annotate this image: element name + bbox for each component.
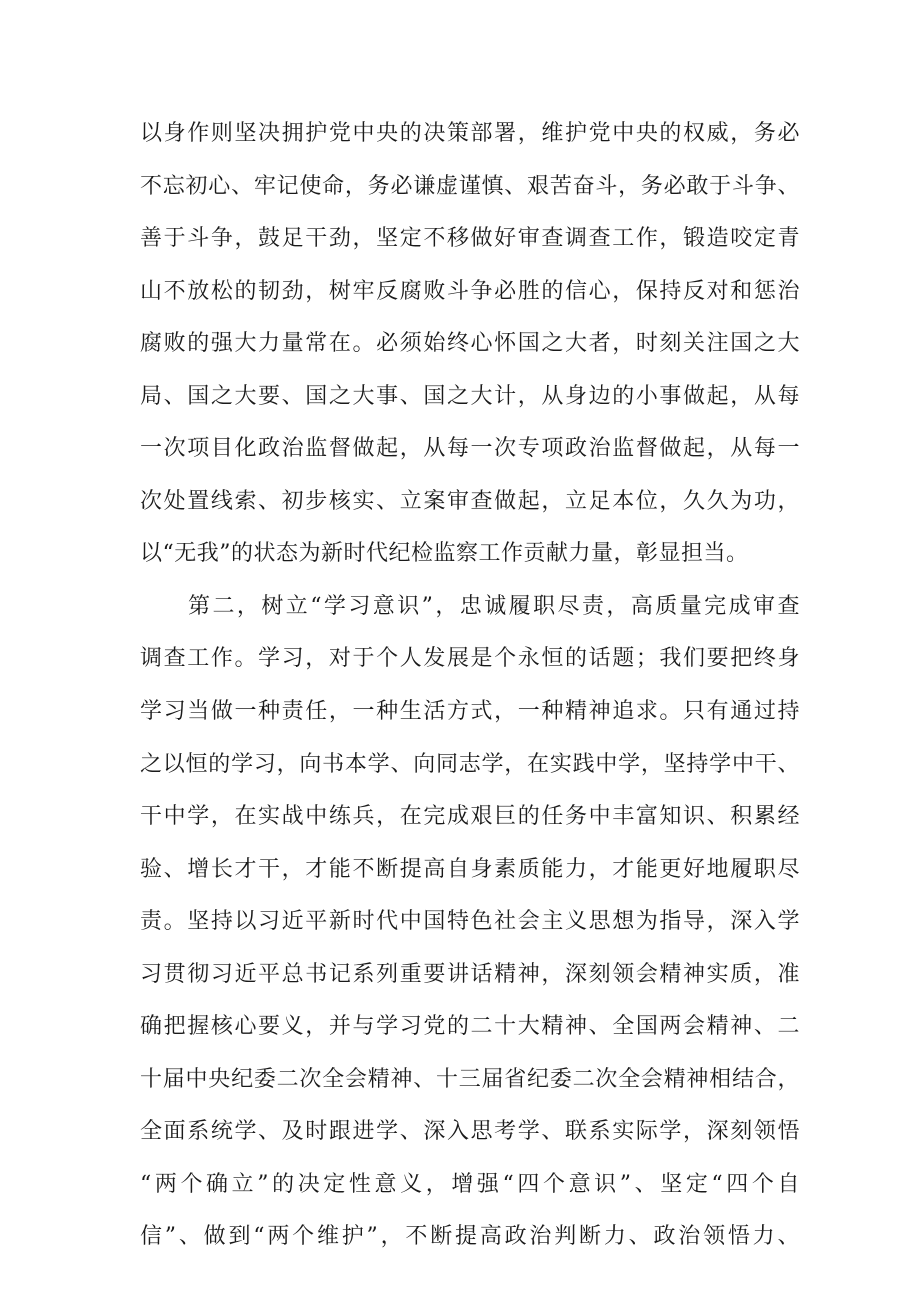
text-line: 干中学，在实战中练兵，在完成艰巨的任务中丰富知识、积累经	[140, 804, 800, 830]
text-line: 验、增长才干，才能不断提高自身素质能力，才能更好地履职尽	[140, 856, 800, 882]
text-line: 全面系统学、及时跟进学、深入思考学、联系实际学，深刻领悟	[140, 1119, 800, 1145]
text-line: 以身作则坚决拥护党中央的决策部署，维护党中央的权威，务必	[140, 121, 800, 146]
text-line: 确把握核心要义，并与学习党的二十大精神、全国两会精神、二	[140, 1014, 800, 1040]
text-line: “两个确立”的决定性意义，增强“四个意识”、坚定“四个自	[140, 1171, 800, 1197]
text-line: 学习当做一种责任，一种生活方式，一种精神追求。只有通过持	[140, 699, 800, 725]
text-line: 十届中央纪委二次全会精神、十三届省纪委二次全会精神相结合，	[140, 1066, 800, 1092]
body-text	[140, 108, 800, 1264]
text-line: 善于斗争，鼓足干劲，坚定不移做好审查调查工作，锻造咬定青	[140, 226, 800, 252]
text-line: 不忘初心、牢记使命，务必谦虚谨慎、艰苦奋斗，务必敢于斗争、	[140, 173, 800, 199]
text-line: 腐败的强大力量常在。必须始终心怀国之大者，时刻关注国之大	[140, 331, 800, 357]
text-line: 信”、做到“两个维护”，不断提高政治判断力、政治领悟力、	[140, 1224, 800, 1250]
text-line: 以“无我”的状态为新时代纪检监察工作贡献力量，彰显担当。	[140, 541, 749, 567]
text-line: 习贯彻习近平总书记系列重要讲话精神，深刻领会精神实质，准	[140, 961, 800, 987]
text-line: 次处置线索、初步核实、立案审查做起，立足本位，久久为功，	[140, 488, 800, 514]
text-line: 责。坚持以习近平新时代中国特色社会主义思想为指导，深入学	[140, 909, 800, 935]
text-line: 山不放松的韧劲，树牢反腐败斗争必胜的信心，保持反对和惩治	[140, 278, 800, 304]
text-line: 一次项目化政治监督做起，从每一次专项政治监督做起，从每一	[140, 436, 800, 462]
paragraph-start-line: 第二，树立“学习意识”，忠诚履职尽责，高质量完成审查	[188, 593, 800, 619]
text-line: 之以恒的学习，向书本学、向同志学，在实践中学，坚持学中干、	[140, 751, 800, 777]
text-line: 局、国之大要、国之大事、国之大计，从身边的小事做起，从每	[140, 383, 800, 409]
text-line: 调查工作。学习，对于个人发展是个永恒的话题；我们要把终身	[140, 646, 800, 672]
